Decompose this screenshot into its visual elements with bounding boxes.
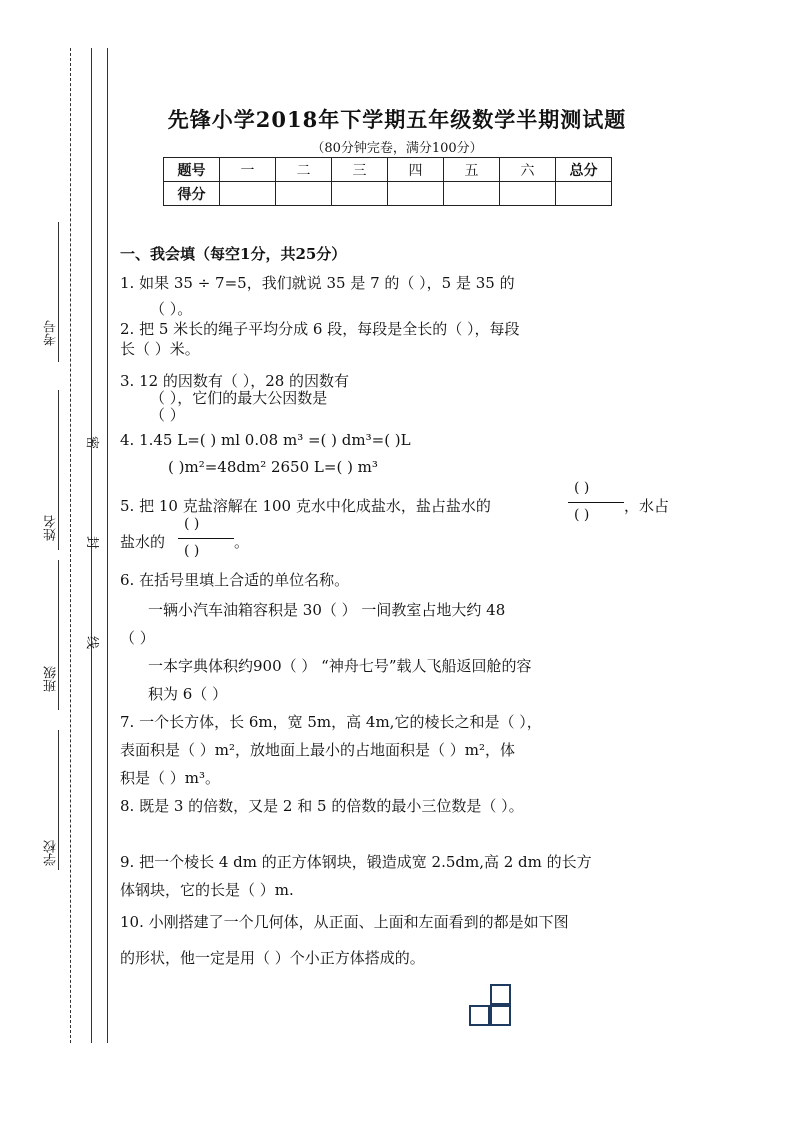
cube-square: [490, 984, 511, 1005]
question-1-line-2: （ ）。: [150, 300, 193, 318]
question-4-line-1: 4. 1.45 L=( ) ml 0.08 m³ =( ) dm³=( )L: [120, 431, 411, 449]
question-7-line-1: 7. 一个长方体，长 6m，宽 5m，高 4m,它的棱长之和是（ ），: [120, 713, 542, 731]
score-header-cell: 五: [444, 158, 500, 182]
score-table-score-row: [164, 182, 612, 206]
fraction-denominator: ( ): [184, 543, 200, 559]
fraction-blank-salt: [568, 480, 624, 524]
question-9-line-2: 体钢块，它的长是（ ）m.: [120, 881, 294, 899]
score-cell[interactable]: [332, 182, 388, 206]
name-label: 姓名: [44, 515, 59, 541]
question-4-line-2: ( )m²=48dm² 2650 L=( ) m³: [168, 458, 378, 476]
question-3-line-3: （ ）: [150, 406, 185, 424]
fraction-denominator: ( ): [574, 507, 590, 523]
score-cell[interactable]: [388, 182, 444, 206]
fraction-bar: [178, 538, 234, 539]
seal-char-feng: 封: [84, 535, 100, 550]
score-cell[interactable]: [556, 182, 612, 206]
score-row-label: 得分: [164, 182, 220, 206]
score-header-cell: 三: [332, 158, 388, 182]
class-label: 班级: [44, 666, 59, 692]
question-2-line-1: 2. 把 5 米长的绳子平均分成 6 段，每段是全长的（ ），每段: [120, 320, 520, 338]
score-table: [163, 157, 612, 206]
cube-square: [469, 1005, 490, 1026]
question-3-line-1: 3. 12 的因数有（ ），28 的因数有: [120, 372, 350, 390]
fraction-blank-water: [178, 516, 234, 560]
question-10-line-2: 的形状，他一定是用（ ）个小正方体搭成的。: [120, 949, 425, 967]
question-6-line-4: 积为 6（ ）: [148, 685, 228, 703]
question-6-title: 6. 在括号里填上合适的单位名称。: [120, 571, 350, 589]
seal-char-mi: 密: [84, 435, 100, 450]
fraction-numerator: ( ): [574, 480, 590, 496]
question-5-line-2: 盐水的: [120, 533, 166, 551]
score-table-header-row: [164, 158, 612, 182]
fraction-numerator: ( ): [184, 516, 200, 532]
score-cell[interactable]: [500, 182, 556, 206]
cube-square: [490, 1005, 511, 1026]
page-subtitle: （80分钟完卷，满分100分）: [311, 141, 483, 156]
question-9-line-1: 9. 把一个棱长 4 dm 的正方体钢块，锻造成宽 2.5dm,高 2 dm 的长方: [120, 853, 592, 871]
score-cell[interactable]: [276, 182, 332, 206]
score-cell[interactable]: [220, 182, 276, 206]
seal-char-xian: 线: [84, 635, 100, 650]
exam-number-label: 考号: [44, 320, 59, 346]
question-6-line-3: 一本字典体积约900（ ） “神舟七号”载人飞船返回舱的容: [148, 657, 532, 675]
school-label: 学校: [44, 840, 59, 866]
question-6-line-2: （ ）: [120, 629, 155, 647]
question-6-line-1: 一辆小汽车油箱容积是 30（ ） 一间教室占地大约 48: [148, 601, 506, 619]
section-1-title: 一、我会填（每空1分，共25分）: [120, 245, 347, 263]
score-header-cell: 四: [388, 158, 444, 182]
page-title: 先锋小学2018年下学期五年级数学半期测试题: [167, 107, 627, 132]
score-header-cell: 总分: [556, 158, 612, 182]
question-5-line-1-end: ，水占: [624, 497, 670, 515]
fraction-bar: [568, 502, 624, 503]
score-header-cell: 六: [500, 158, 556, 182]
question-2-line-2: 长（ ）米。: [120, 340, 200, 358]
score-header-cell: 题号: [164, 158, 220, 182]
question-7-line-2: 表面积是（ ）m²，放地面上最小的占地面积是（ ）m²，体: [120, 741, 516, 759]
score-header-cell: 二: [276, 158, 332, 182]
score-cell[interactable]: [444, 182, 500, 206]
question-10-line-1: 10. 小刚搭建了一个几何体，从正面、上面和左面看到的都是如下图: [120, 913, 569, 931]
question-8: 8. 既是 3 的倍数，又是 2 和 5 的倍数的最小三位数是（ ）。: [120, 797, 524, 815]
seal-line-right: [107, 48, 108, 1043]
question-1-line-1: 1. 如果 35 ÷ 7=5，我们就说 35 是 7 的（ ），5 是 35 的: [120, 274, 515, 292]
question-3-line-2: （ ），它们的最大公因数是: [150, 389, 328, 407]
question-5-line-2-end: 。: [234, 533, 250, 551]
cut-line-dashed: [70, 48, 71, 1043]
question-5-line-1: 5. 把 10 克盐溶解在 100 克水中化成盐水，盐占盐水的: [120, 497, 491, 515]
question-7-line-3: 积是（ ）m³。: [120, 769, 221, 787]
score-header-cell: 一: [220, 158, 276, 182]
